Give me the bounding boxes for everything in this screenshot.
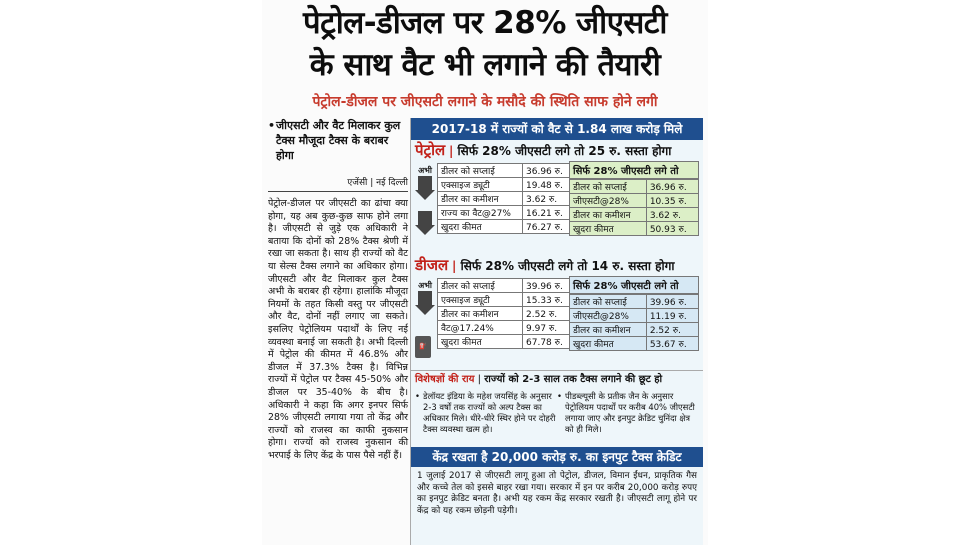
vat-banner: 2017-18 में राज्यों को वैट से 1.84 लाख करोड़ मिले bbox=[411, 118, 703, 140]
row-value: 36.96 रु. bbox=[523, 164, 570, 178]
row-label: डीलर का कमीशन bbox=[438, 192, 523, 206]
table-row bbox=[570, 323, 699, 337]
table-row bbox=[570, 208, 699, 222]
expert-point-1: • डेलॉयट इंडिया के महेश जयसिंह के अनुसार 2-3 वर्षों तक राज्यों को अल्प टैक्स का अधिकार मिले। धीरे-धीरे स्थिर होने पर दोहरी टैक्स व्यवस्था खत्म हो। bbox=[415, 391, 557, 445]
expert-point-2: • पीडब्ल्यूसी के प्रतीक जैन के अनुसार पेट्रोलियम पदार्थों पर करीब 40% जीएसटी लगाया जाए और इनपुट क्रेडिट चुनिंदा क्षेत्र को ही मिले। bbox=[557, 391, 699, 445]
petrol-gst-table bbox=[569, 179, 699, 236]
row-label: जीएसटी@28% bbox=[570, 309, 647, 323]
headline-line-1: पेट्रोल-डीजल पर 28% जीएसटी bbox=[303, 5, 667, 41]
table-row bbox=[438, 321, 570, 335]
experts-header bbox=[411, 370, 703, 389]
table-row bbox=[570, 295, 699, 309]
row-label: डीलर का कमीशन bbox=[438, 307, 523, 321]
petrol-headline: सिर्फ 28% जीएसटी लगे तो 25 रु. सस्ता होगा bbox=[457, 144, 672, 158]
divider-icon: | bbox=[452, 259, 461, 273]
row-label: डीलर को सप्लाई bbox=[438, 279, 523, 293]
newspaper-clipping bbox=[262, 0, 708, 545]
diesel-tag: डीजल bbox=[415, 256, 449, 274]
row-value: 50.93 रु. bbox=[646, 222, 698, 236]
row-label: खुदरा कीमत bbox=[438, 335, 523, 349]
row-value: 76.27 रु. bbox=[523, 220, 570, 234]
row-value: 3.62 रु. bbox=[523, 192, 570, 206]
diesel-gst-box bbox=[569, 276, 699, 351]
down-arrow-icon bbox=[415, 165, 435, 200]
article-body: पेट्रोल-डीजल पर जीएसटी का ढांचा क्या होगा, यह अब कुछ-कुछ साफ होने लगा है। जीएसटी से जुड़े एक अधिकारी ने बताया कि दोनों को 28% टैक्स श्रेणी में रखा जा सकता है। साथ ही राज्यों को वैट या सेल्स टैक्स लगाने का अधिकार होगा। जीएसटी और वैट मिलाकर कुल टैक्स अभी के बराबर ही रहेगा। हालांकि मौजूदा नियमों के तहत किसी वस्तु पर जीएसटी और वैट, दोनों नहीं लगाए जा सकते। इसलिए पेट्रोलियम पदार्थों के लिए नई व्यवस्था बनाई जा सकती है। अभी दिल्ली में पेट्रोल की कीमत में 46.8% और डीजल में 37.3% टैक्स है। विभिन्न राज्यों में पेट्रोल पर टैक्स 45-50% और डीजल पर 35-40% के बीच है। अधिकारी ने कहा कि अगर इनपर सिर्फ 28% जीएसटी लगाया गया तो केंद्र और राज्यों को राजस्व का काफी नुकसान होगा। राज्यों को राजस्व नुकसान की भरपाई के लिए केंद्र के पास पैसे नहीं हैं। bbox=[268, 198, 408, 461]
row-value: 53.67 रु. bbox=[646, 337, 698, 351]
down-arrow-icon bbox=[415, 280, 435, 315]
diesel-gst-title: सिर्फ 28% जीएसटी लगे तो bbox=[569, 276, 699, 294]
infographic-panel bbox=[410, 118, 703, 545]
row-label: राज्य का वैट@27% bbox=[438, 206, 523, 220]
table-row bbox=[438, 206, 570, 220]
now-label: अभी bbox=[418, 166, 432, 175]
table-row bbox=[438, 293, 570, 307]
row-value: 39.96 रु. bbox=[646, 295, 698, 309]
experts-points bbox=[411, 389, 703, 447]
table-row bbox=[438, 335, 570, 349]
credit-body: 1 जुलाई 2017 से जीएसटी लागू हुआ तो पेट्रोल, डीजल, विमान ईंधन, प्राकृतिक गैस और कच्चे तेल को इससे बाहर रखा गया। सरकार में इन पर करीब 20,000 करोड़ रुपए का इनपुट क्रेडिट बनता है। अभी यह रकम केंद्र सरकार रखती है। जीएसटी लागू होने पर केंद्र को यह रकम छोड़नी पड़ेगी। bbox=[417, 471, 697, 516]
fuel-pump-icon: ⛽ bbox=[415, 336, 431, 358]
row-label: डीलर को सप्लाई bbox=[570, 295, 647, 309]
row-label: खुदरा कीमत bbox=[438, 220, 523, 234]
petrol-tag: पेट्रोल bbox=[415, 141, 446, 159]
row-label: जीएसटी@28% bbox=[570, 194, 647, 208]
row-label: डीलर का कमीशन bbox=[570, 323, 647, 337]
diesel-current-table bbox=[437, 278, 570, 349]
row-label: डीलर का कमीशन bbox=[570, 208, 647, 222]
now-label: अभी bbox=[418, 281, 432, 290]
diesel-gst-table bbox=[569, 294, 699, 351]
headline-line-2: के साथ वैट भी लगाने की तैयारी bbox=[309, 47, 661, 83]
row-value: 15.33 रु. bbox=[523, 293, 570, 307]
row-value: 3.62 रु. bbox=[646, 208, 698, 222]
diesel-block bbox=[411, 276, 703, 370]
diesel-section-header bbox=[411, 255, 703, 276]
row-value: 2.52 रु. bbox=[646, 323, 698, 337]
petrol-gst-box bbox=[569, 161, 699, 236]
row-label: एक्साइज ड्यूटी bbox=[438, 178, 523, 192]
table-row bbox=[570, 180, 699, 194]
row-label: खुदरा कीमत bbox=[570, 337, 647, 351]
table-row bbox=[438, 307, 570, 321]
experts-tag: विशेषज्ञों की राय bbox=[415, 374, 475, 385]
row-value: 10.35 रु. bbox=[646, 194, 698, 208]
pull-quote: • जीएसटी और वैट मिलाकर कुल टैक्स मौजूदा टैक्स के बराबर होगा bbox=[268, 118, 408, 163]
row-label: वैट@17.24% bbox=[438, 321, 523, 335]
credit-title: केंद्र रखता है 20,000 करोड़ रु. का इनपुट टैक्स क्रेडिट bbox=[411, 447, 703, 467]
table-row bbox=[438, 192, 570, 206]
row-value: 16.21 रु. bbox=[523, 206, 570, 220]
table-row bbox=[570, 222, 699, 236]
row-label: डीलर को सप्लाई bbox=[438, 164, 523, 178]
left-column bbox=[268, 118, 408, 545]
byline: एजेंसी | नई दिल्ली bbox=[268, 175, 408, 192]
subheadline: पेट्रोल-डीजल पर जीएसटी लगाने के मसौदे की स्थिति साफ होने लगी bbox=[312, 94, 658, 110]
row-value: 39.96 रु. bbox=[523, 279, 570, 293]
row-value: 9.97 रु. bbox=[523, 321, 570, 335]
down-arrow-icon bbox=[415, 211, 435, 235]
diesel-headline: सिर्फ 28% जीएसटी लगे तो 14 रु. सस्ता होगा bbox=[460, 259, 675, 273]
row-label: डीलर को सप्लाई bbox=[570, 180, 647, 194]
table-row bbox=[438, 164, 570, 178]
table-row bbox=[438, 279, 570, 293]
row-value: 2.52 रु. bbox=[523, 307, 570, 321]
row-value: 11.19 रु. bbox=[646, 309, 698, 323]
petrol-gst-title: सिर्फ 28% जीएसटी लगे तो bbox=[569, 161, 699, 179]
petrol-current-table bbox=[437, 163, 570, 234]
table-row bbox=[570, 194, 699, 208]
table-row bbox=[438, 178, 570, 192]
row-value: 67.78 रु. bbox=[523, 335, 570, 349]
petrol-block bbox=[411, 161, 703, 255]
divider-icon: | bbox=[477, 374, 485, 385]
divider-icon: | bbox=[448, 144, 458, 158]
row-value: 19.48 रु. bbox=[523, 178, 570, 192]
row-value: 36.96 रु. bbox=[646, 180, 698, 194]
table-row bbox=[570, 337, 699, 351]
table-row bbox=[438, 220, 570, 234]
row-label: एक्साइज ड्यूटी bbox=[438, 293, 523, 307]
table-row bbox=[570, 309, 699, 323]
row-label: खुदरा कीमत bbox=[570, 222, 647, 236]
experts-headline: राज्यों को 2-3 साल तक टैक्स लगाने की छूट हो bbox=[484, 374, 663, 385]
petrol-section-header bbox=[411, 140, 703, 161]
